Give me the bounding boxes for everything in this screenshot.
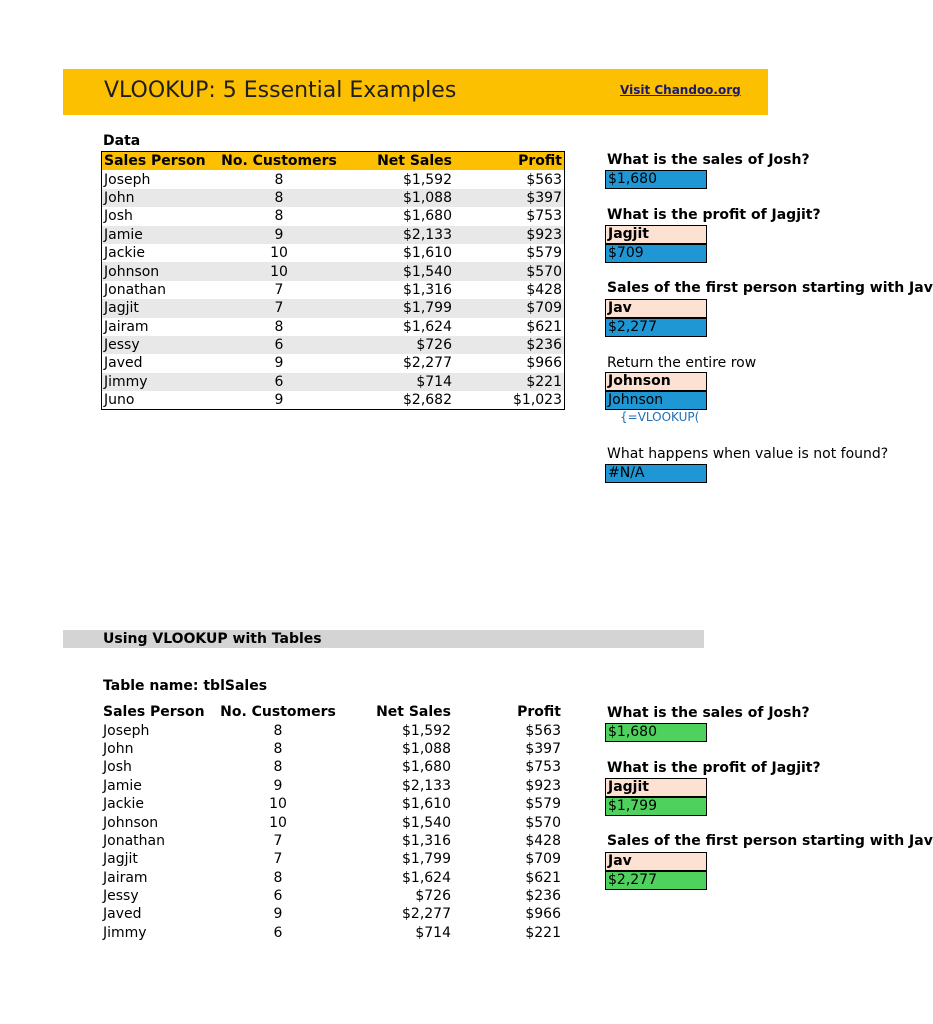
section-title: Using VLOOKUP with Tables [103, 631, 322, 647]
table-cell[interactable]: Johnson [102, 262, 219, 280]
question-sales-josh-2: What is the sales of Josh? [607, 705, 810, 721]
input-cell-7[interactable]: Jagjit [605, 778, 707, 797]
table-cell[interactable]: $1,799 [340, 299, 454, 317]
table-row [101, 869, 563, 887]
column-header: No. Customers [218, 152, 340, 171]
table-cell[interactable]: 10 [218, 262, 340, 280]
table-cell[interactable]: $236 [525, 888, 561, 905]
table-cell[interactable]: $753 [454, 207, 565, 225]
table-row [101, 795, 563, 813]
table-row [101, 924, 563, 942]
table-cell[interactable]: 8 [273, 722, 283, 739]
table-cell[interactable]: 7 [273, 832, 283, 849]
table-cell[interactable]: 8 [274, 318, 284, 335]
table-cell[interactable]: 8 [273, 759, 283, 776]
answer-cell-2[interactable]: $709 [605, 244, 707, 263]
table-header-row [102, 152, 565, 171]
table-cell[interactable]: Javed [103, 906, 142, 923]
table-row [102, 354, 565, 372]
table-cell[interactable]: Jamie [102, 226, 219, 244]
table-row [102, 391, 565, 410]
table-cell[interactable]: $1,799 [402, 851, 451, 868]
table-cell[interactable]: $563 [525, 722, 561, 739]
table-cell[interactable]: $923 [454, 226, 565, 244]
table-row [102, 281, 565, 299]
table-cell[interactable]: $1,088 [402, 740, 451, 757]
table-row [101, 721, 563, 739]
table-cell[interactable]: $579 [525, 796, 561, 813]
table-cell[interactable]: $1,610 [402, 796, 451, 813]
answer-cell-7[interactable]: $1,799 [605, 797, 707, 816]
table-cell[interactable]: $2,133 [340, 226, 454, 244]
table-cell[interactable]: John [102, 189, 219, 207]
table-cell[interactable]: 10 [269, 814, 287, 831]
table-row [101, 905, 563, 923]
table-cell[interactable]: 8 [274, 171, 284, 188]
table-cell[interactable]: Jagjit [102, 299, 219, 317]
table-cell[interactable]: $753 [525, 759, 561, 776]
table-row [102, 226, 565, 244]
table-cell[interactable]: Jonathan [103, 832, 165, 849]
question-not-found: What happens when value is not found? [607, 446, 889, 462]
table-cell[interactable]: Jairam [104, 318, 149, 335]
table-cell[interactable]: John [103, 740, 134, 757]
table-cell[interactable]: Jessy [102, 336, 219, 354]
table-cell[interactable]: $1,540 [340, 262, 454, 280]
table-row [102, 299, 565, 317]
answer-cell-8[interactable]: $2,277 [605, 871, 707, 890]
table-cell[interactable]: Joseph [103, 722, 150, 739]
table-row [102, 373, 565, 391]
table-cell[interactable]: $1,316 [403, 281, 452, 298]
table-cell[interactable]: 7 [274, 281, 284, 298]
table-cell[interactable]: Josh [104, 208, 133, 225]
table-cell[interactable]: $1,610 [403, 245, 452, 262]
answer-cell-5[interactable]: #N/A [605, 464, 707, 483]
table-cell[interactable]: $570 [525, 814, 561, 831]
table-row [102, 262, 565, 280]
table-cell[interactable]: 9 [273, 777, 283, 794]
table-cell[interactable]: Juno [104, 392, 135, 409]
table-cell[interactable]: $2,682 [403, 392, 452, 409]
table-cell[interactable]: Jimmy [102, 373, 219, 391]
table-row [101, 740, 563, 758]
table-cell[interactable]: $2,133 [402, 777, 451, 794]
table-cell[interactable]: $1,023 [454, 391, 565, 410]
column-header: No. Customers [220, 704, 336, 721]
table-cell[interactable]: $397 [454, 189, 565, 207]
table-cell[interactable]: 7 [218, 299, 340, 317]
input-cell-3[interactable]: Jav [605, 299, 707, 318]
table-cell[interactable]: Josh [103, 759, 132, 776]
table-cell[interactable]: 7 [273, 851, 283, 868]
table-cell[interactable]: $221 [454, 373, 565, 391]
question-entire-row: Return the entire row [607, 355, 757, 371]
answer-cell-4[interactable]: Johnson [605, 391, 707, 410]
answer-cell-3[interactable]: $2,277 [605, 318, 707, 337]
column-header: Profit [454, 152, 565, 171]
table-row [101, 887, 563, 905]
table-cell[interactable]: 9 [274, 392, 284, 409]
table-cell[interactable]: $1,624 [403, 318, 452, 335]
table-row [102, 336, 565, 354]
table-cell[interactable]: Jessy [103, 888, 139, 905]
table-cell[interactable]: $2,277 [403, 355, 452, 372]
table-cell[interactable]: 9 [274, 355, 284, 372]
table-cell[interactable]: $1,540 [402, 814, 451, 831]
table-cell[interactable]: $966 [454, 354, 565, 372]
column-header: Sales Person [102, 152, 219, 171]
question-sales-jav-2: Sales of the first person starting with Jav [607, 833, 933, 849]
table-row [101, 758, 563, 776]
table-cell[interactable]: Jairam [103, 869, 148, 886]
table-cell[interactable]: $397 [525, 740, 561, 757]
column-header: Sales Person [103, 704, 205, 721]
table-cell[interactable]: $236 [454, 336, 565, 354]
table-cell[interactable]: Johnson [103, 814, 159, 831]
data-label: Data [103, 133, 141, 149]
answer-cell-6[interactable]: $1,680 [605, 723, 707, 742]
table-row [102, 207, 565, 225]
table-cell[interactable]: 8 [273, 869, 283, 886]
table-cell[interactable]: Jamie [103, 777, 142, 794]
table-cell[interactable]: $923 [525, 777, 561, 794]
column-header: Profit [517, 704, 561, 721]
formula-text: {=VLOOKUP( [620, 410, 700, 424]
question-profit-jagjit-2: What is the profit of Jagjit? [607, 760, 821, 776]
data-table [101, 151, 565, 410]
table-cell[interactable]: $709 [525, 851, 561, 868]
column-header: Net Sales [340, 152, 454, 171]
table-row [101, 832, 563, 850]
table-row [101, 850, 563, 868]
table-cell[interactable]: $579 [454, 244, 565, 262]
table-cell[interactable]: Jackie [104, 245, 146, 262]
table-cell[interactable]: $1,624 [402, 869, 451, 886]
table-row [101, 813, 563, 831]
table-cell[interactable]: $621 [525, 869, 561, 886]
table-cell[interactable]: Jagjit [103, 851, 138, 868]
table-cell[interactable]: 8 [273, 740, 283, 757]
table-cell[interactable]: $726 [415, 888, 451, 905]
table-cell[interactable]: $1,316 [402, 832, 451, 849]
table-cell[interactable]: $428 [525, 832, 561, 849]
table-cell[interactable]: 10 [270, 245, 288, 262]
table-cell[interactable]: $1,680 [402, 759, 451, 776]
table-cell[interactable]: Jimmy [103, 924, 147, 941]
table-cell[interactable]: 6 [218, 373, 340, 391]
table-cell[interactable]: $2,277 [402, 906, 451, 923]
table-cell[interactable]: Javed [104, 355, 143, 372]
table-cell[interactable]: Jackie [103, 796, 145, 813]
table-cell[interactable]: 10 [269, 796, 287, 813]
question-sales-jav: Sales of the first person starting with Jav [607, 280, 933, 296]
tblsales-table [101, 703, 563, 942]
table-name-label: Table name: tblSales [103, 678, 268, 694]
table-cell[interactable]: 6 [273, 888, 283, 905]
table-cell[interactable]: $714 [340, 373, 454, 391]
question-profit-jagjit: What is the profit of Jagjit? [607, 207, 821, 223]
column-header: Net Sales [376, 704, 451, 721]
table-row [102, 244, 565, 262]
table-cell[interactable]: 6 [218, 336, 340, 354]
table-cell[interactable]: $1,592 [403, 171, 452, 188]
chandoo-link[interactable]: Visit Chandoo.org [620, 83, 741, 97]
input-cell-8[interactable]: Jav [605, 852, 707, 871]
table-cell[interactable]: $1,592 [402, 722, 451, 739]
table-cell[interactable]: $1,680 [403, 208, 452, 225]
table-cell[interactable]: $726 [340, 336, 454, 354]
table-cell[interactable]: 9 [273, 906, 283, 923]
table-cell[interactable]: Joseph [104, 171, 151, 188]
table-row [102, 318, 565, 336]
table-cell[interactable]: 6 [273, 924, 283, 941]
table-header-row [101, 703, 563, 721]
table-row [102, 189, 565, 207]
table-cell[interactable]: $563 [454, 170, 565, 188]
table-cell[interactable]: $966 [525, 906, 561, 923]
table-row [102, 170, 565, 188]
table-cell[interactable]: $1,088 [340, 189, 454, 207]
table-cell[interactable]: $570 [454, 262, 565, 280]
table-cell[interactable]: $714 [415, 924, 451, 941]
question-sales-josh: What is the sales of Josh? [607, 152, 810, 168]
table-row [101, 777, 563, 795]
page-title: VLOOKUP: 5 Essential Examples [104, 78, 457, 103]
table-cell[interactable]: $428 [454, 281, 565, 299]
table-cell[interactable]: 9 [218, 226, 340, 244]
answer-cell-1[interactable]: $1,680 [605, 170, 707, 189]
table-cell[interactable]: $621 [454, 318, 565, 336]
table-cell[interactable]: Jonathan [104, 281, 166, 298]
table-cell[interactable]: $709 [454, 299, 565, 317]
table-cell[interactable]: 8 [274, 208, 284, 225]
input-cell-2[interactable]: Jagjit [605, 225, 707, 244]
input-cell-4[interactable]: Johnson [605, 372, 707, 391]
table-cell[interactable]: 8 [218, 189, 340, 207]
table-cell[interactable]: $221 [525, 924, 561, 941]
